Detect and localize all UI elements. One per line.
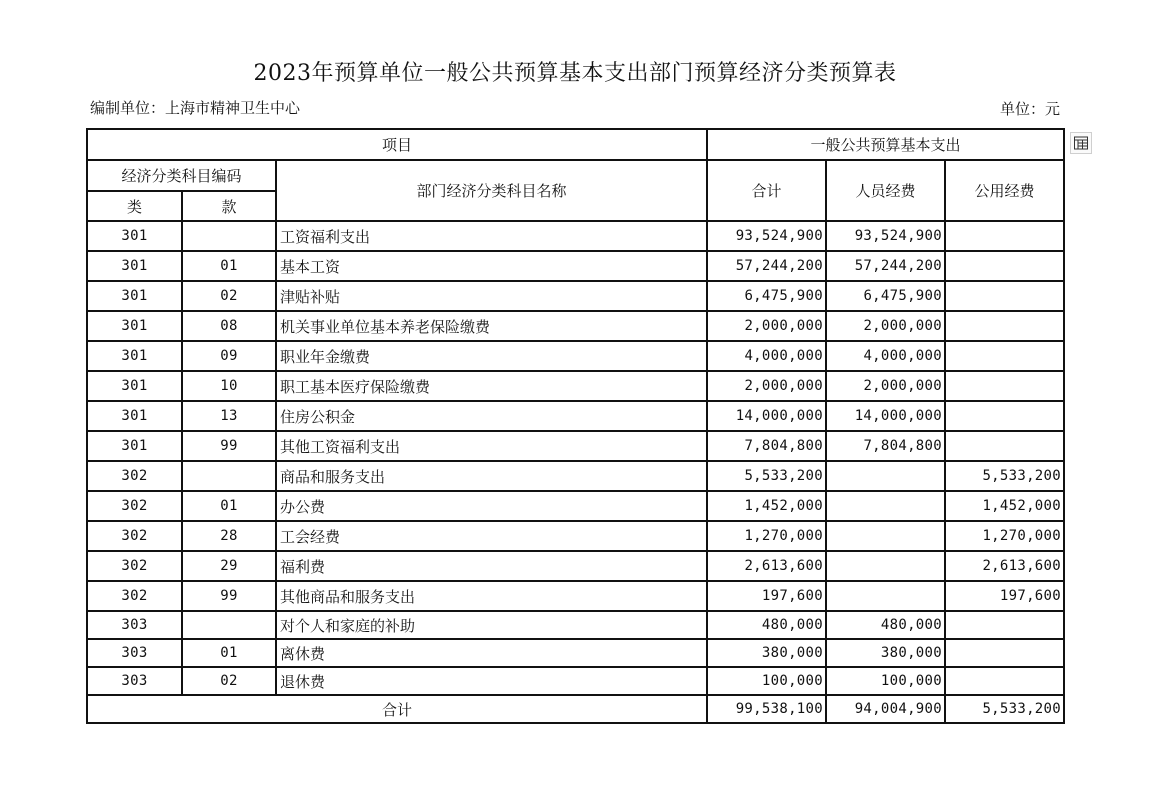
cell-item-name: 商品和服务支出 (276, 461, 707, 491)
layout-icon-glyph (1073, 135, 1089, 151)
cell-personnel: 380,000 (826, 639, 945, 667)
cell-kuan: 09 (182, 341, 276, 371)
cell-personnel: 7,804,800 (826, 431, 945, 461)
cell-kuan (182, 461, 276, 491)
cell-total: 93,524,900 (707, 221, 826, 251)
layout-icon[interactable] (1070, 132, 1092, 154)
table-row (87, 581, 1064, 611)
cell-total: 4,000,000 (707, 341, 826, 371)
cell-kuan: 13 (182, 401, 276, 431)
header-econ-name: 部门经济分类科目名称 (276, 160, 707, 221)
cell-total: 5,533,200 (707, 461, 826, 491)
table-row (87, 521, 1064, 551)
cell-lei: 302 (87, 551, 182, 581)
cell-personnel: 2,000,000 (826, 311, 945, 341)
cell-lei: 301 (87, 251, 182, 281)
cell-total: 57,244,200 (707, 251, 826, 281)
table-row (87, 401, 1064, 431)
cell-total: 100,000 (707, 667, 826, 695)
cell-public: 1,452,000 (945, 491, 1064, 521)
table-row (87, 551, 1064, 581)
table-row (87, 221, 1064, 251)
cell-public (945, 401, 1064, 431)
cell-total: 380,000 (707, 639, 826, 667)
cell-personnel (826, 581, 945, 611)
cell-personnel: 2,000,000 (826, 371, 945, 401)
cell-lei: 303 (87, 639, 182, 667)
cell-lei: 302 (87, 491, 182, 521)
header-general-budget: 一般公共预算基本支出 (707, 129, 1064, 160)
table-row (87, 611, 1064, 639)
cell-item-name: 职工基本医疗保险缴费 (276, 371, 707, 401)
cell-lei: 302 (87, 521, 182, 551)
cell-item-name: 机关事业单位基本养老保险缴费 (276, 311, 707, 341)
cell-personnel (826, 491, 945, 521)
cell-public (945, 341, 1064, 371)
cell-lei: 301 (87, 371, 182, 401)
cell-kuan: 01 (182, 639, 276, 667)
table-row (87, 461, 1064, 491)
header-row-1 (87, 129, 1064, 160)
total-sum: 99,538,100 (707, 695, 826, 723)
cell-personnel: 4,000,000 (826, 341, 945, 371)
cell-lei: 302 (87, 581, 182, 611)
cell-personnel (826, 461, 945, 491)
cell-lei: 301 (87, 221, 182, 251)
cell-kuan (182, 611, 276, 639)
cell-public: 1,270,000 (945, 521, 1064, 551)
cell-personnel: 100,000 (826, 667, 945, 695)
cell-lei: 303 (87, 611, 182, 639)
cell-item-name: 住房公积金 (276, 401, 707, 431)
org-label: 编制单位：上海市精神卫生中心 (90, 99, 301, 117)
table-row (87, 311, 1064, 341)
cell-kuan: 02 (182, 667, 276, 695)
cell-kuan: 08 (182, 311, 276, 341)
cell-item-name: 工会经费 (276, 521, 707, 551)
cell-item-name: 福利费 (276, 551, 707, 581)
cell-item-name: 职业年金缴费 (276, 341, 707, 371)
total-personnel: 94,004,900 (826, 695, 945, 723)
cell-public (945, 251, 1064, 281)
report-title: 2023年预算单位一般公共预算基本支出部门预算经济分类预算表 (253, 61, 897, 86)
cell-lei: 302 (87, 461, 182, 491)
header-project: 项目 (87, 129, 707, 160)
cell-kuan: 02 (182, 281, 276, 311)
cell-personnel: 6,475,900 (826, 281, 945, 311)
cell-total: 1,270,000 (707, 521, 826, 551)
cell-total: 2,000,000 (707, 311, 826, 341)
cell-lei: 301 (87, 431, 182, 461)
cell-total: 1,452,000 (707, 491, 826, 521)
header-public: 公用经费 (945, 160, 1064, 221)
cell-item-name: 离休费 (276, 639, 707, 667)
cell-lei: 303 (87, 667, 182, 695)
cell-public (945, 431, 1064, 461)
header-kuan: 款 (182, 191, 276, 221)
cell-item-name: 对个人和家庭的补助 (276, 611, 707, 639)
budget-table (86, 128, 1065, 724)
table-row (87, 431, 1064, 461)
cell-personnel: 14,000,000 (826, 401, 945, 431)
cell-total: 480,000 (707, 611, 826, 639)
cell-public (945, 311, 1064, 341)
cell-public: 5,533,200 (945, 461, 1064, 491)
cell-kuan (182, 221, 276, 251)
cell-kuan: 01 (182, 251, 276, 281)
table-row (87, 491, 1064, 521)
cell-personnel (826, 521, 945, 551)
cell-kuan: 29 (182, 551, 276, 581)
total-public: 5,533,200 (945, 695, 1064, 723)
cell-public (945, 371, 1064, 401)
unit-label: 单位：元 (999, 100, 1060, 118)
cell-total: 197,600 (707, 581, 826, 611)
cell-item-name: 办公费 (276, 491, 707, 521)
cell-public (945, 667, 1064, 695)
cell-total: 14,000,000 (707, 401, 826, 431)
cell-kuan: 10 (182, 371, 276, 401)
cell-lei: 301 (87, 311, 182, 341)
cell-personnel: 480,000 (826, 611, 945, 639)
cell-total: 2,613,600 (707, 551, 826, 581)
cell-item-name: 工资福利支出 (276, 221, 707, 251)
table-row (87, 371, 1064, 401)
cell-public: 2,613,600 (945, 551, 1064, 581)
cell-total: 7,804,800 (707, 431, 826, 461)
table-row (87, 639, 1064, 667)
header-row-2 (87, 160, 1064, 191)
cell-kuan: 99 (182, 581, 276, 611)
cell-kuan: 01 (182, 491, 276, 521)
cell-item-name: 其他商品和服务支出 (276, 581, 707, 611)
cell-public: 197,600 (945, 581, 1064, 611)
cell-kuan: 28 (182, 521, 276, 551)
cell-personnel (826, 551, 945, 581)
table-row (87, 251, 1064, 281)
cell-public (945, 639, 1064, 667)
cell-item-name: 退休费 (276, 667, 707, 695)
header-econ-code: 经济分类科目编码 (87, 160, 276, 191)
cell-lei: 301 (87, 341, 182, 371)
total-label: 合计 (87, 695, 707, 723)
cell-public (945, 281, 1064, 311)
cell-public (945, 221, 1064, 251)
cell-personnel: 57,244,200 (826, 251, 945, 281)
table-row (87, 281, 1064, 311)
cell-item-name: 津贴补贴 (276, 281, 707, 311)
table-row (87, 341, 1064, 371)
cell-personnel: 93,524,900 (826, 221, 945, 251)
cell-public (945, 611, 1064, 639)
cell-item-name: 基本工资 (276, 251, 707, 281)
header-personnel: 人员经费 (826, 160, 945, 221)
table-row (87, 667, 1064, 695)
header-total: 合计 (707, 160, 826, 221)
total-row (87, 695, 1064, 723)
cell-lei: 301 (87, 281, 182, 311)
cell-lei: 301 (87, 401, 182, 431)
cell-kuan: 99 (182, 431, 276, 461)
header-lei: 类 (87, 191, 182, 221)
cell-item-name: 其他工资福利支出 (276, 431, 707, 461)
cell-total: 6,475,900 (707, 281, 826, 311)
cell-total: 2,000,000 (707, 371, 826, 401)
